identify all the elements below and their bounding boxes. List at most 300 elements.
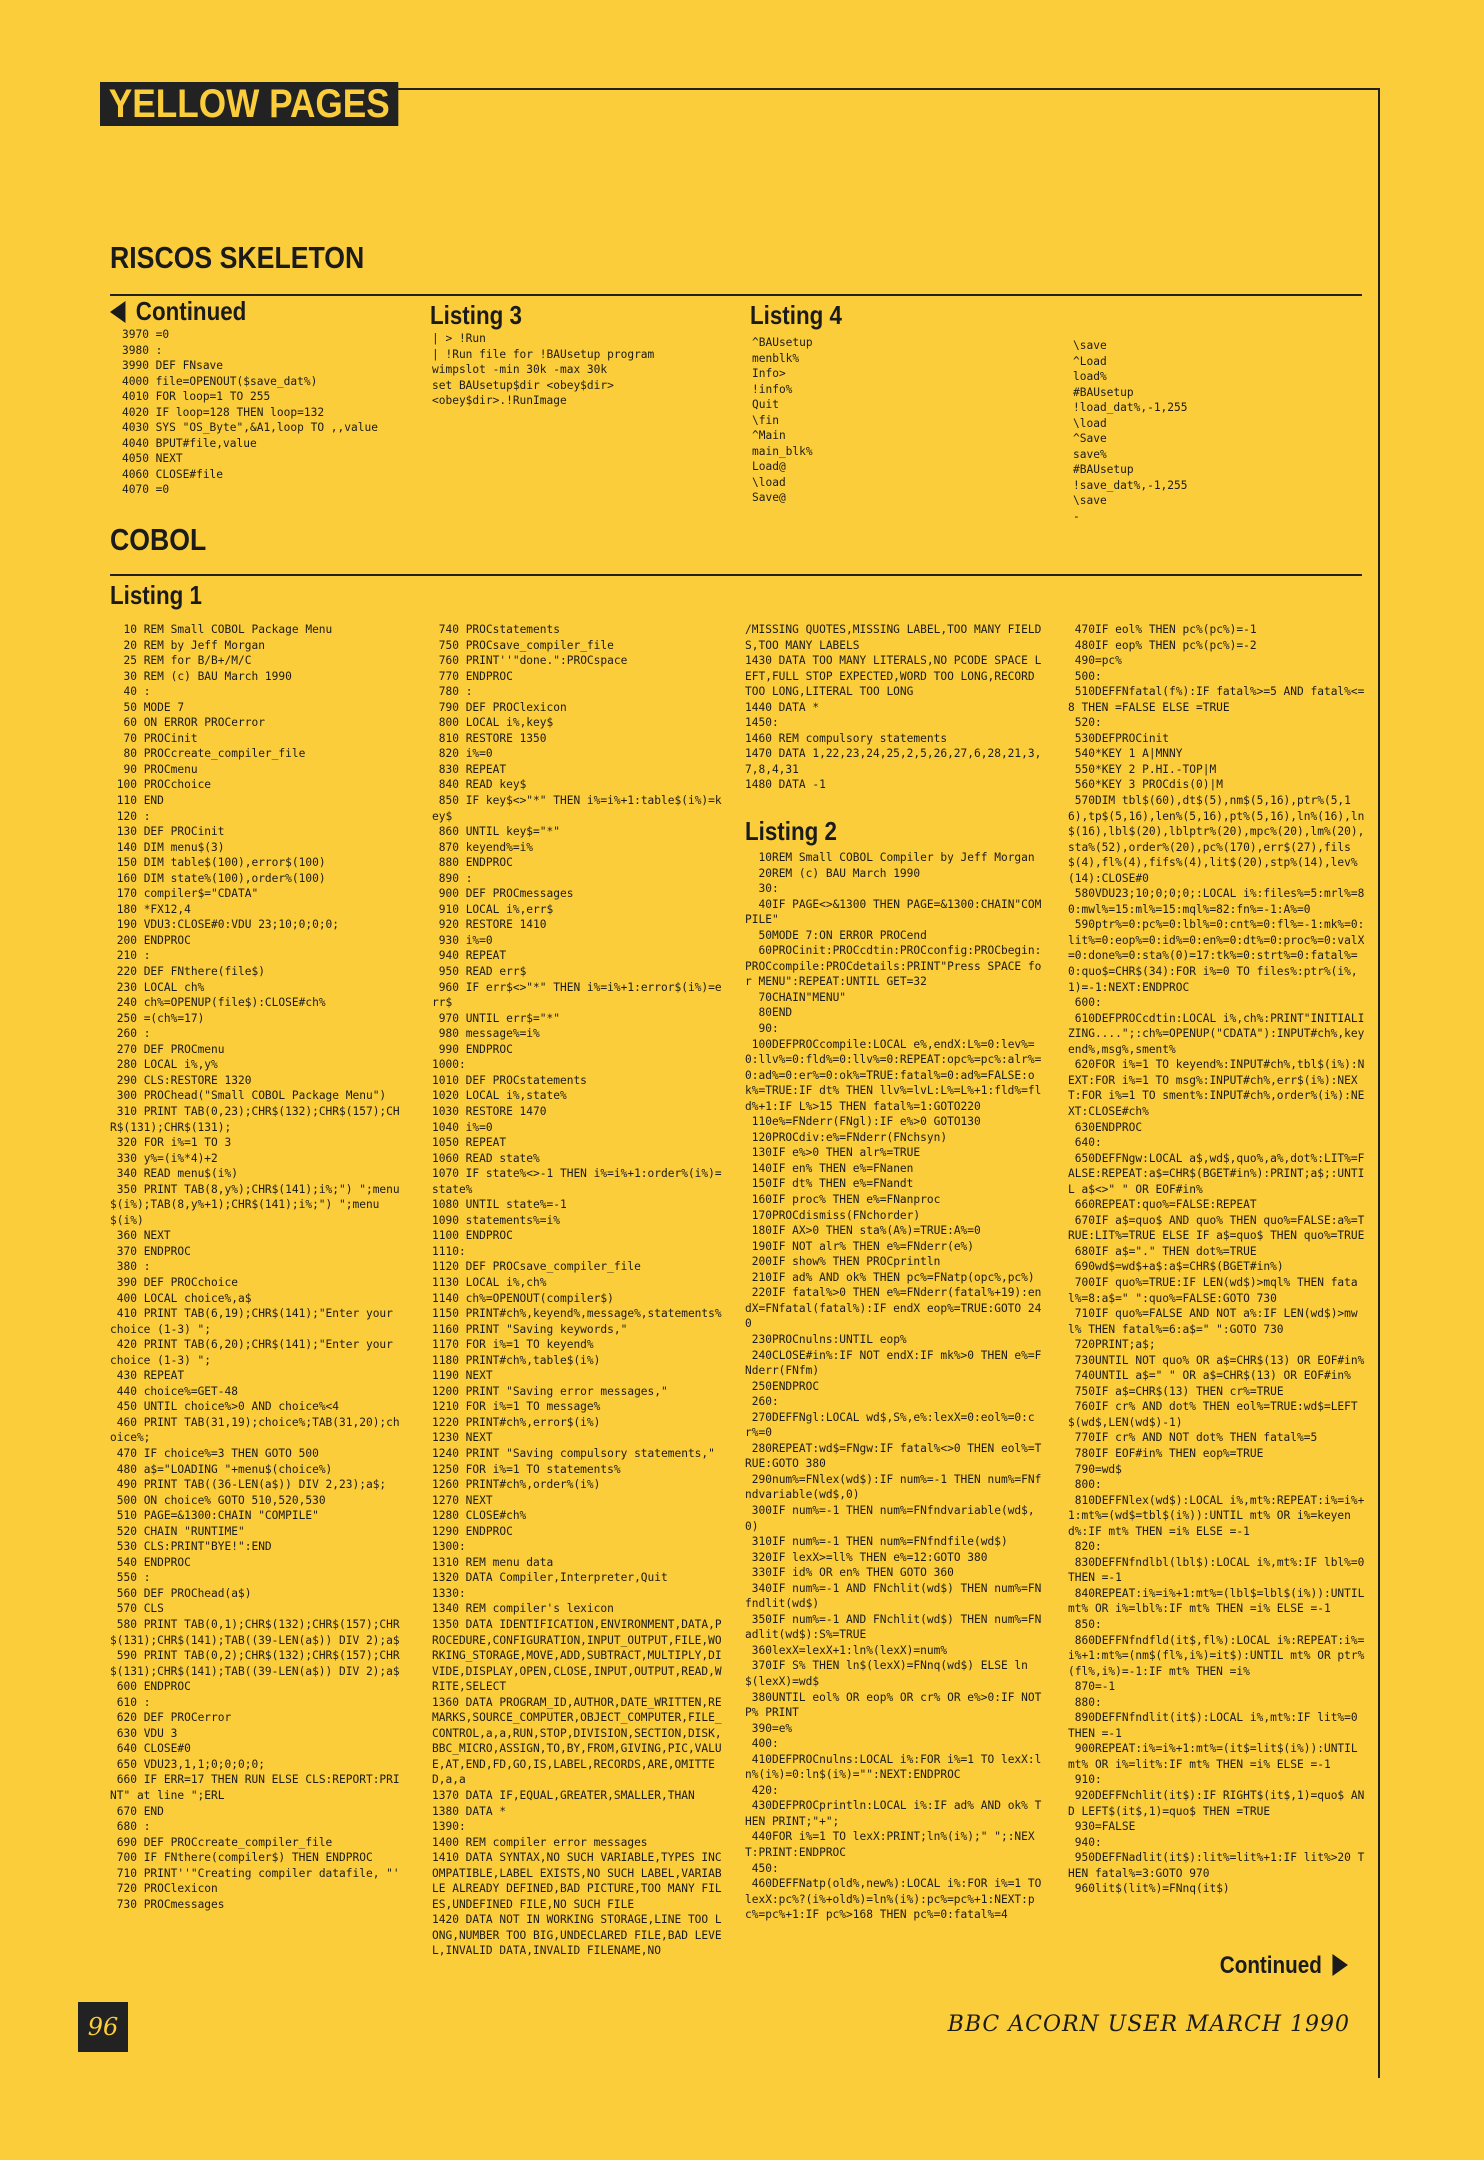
- page-frame-right: [1378, 88, 1380, 2078]
- code-line: 370 ENDPROC: [110, 1244, 191, 1258]
- code-line: 850 IF key$<>"*" THEN i%=i%+1:table$(i%)=key$: [432, 794, 722, 823]
- code-line: 750IF a$=CHR$(13) THEN cr%=TRUE: [1068, 1384, 1284, 1398]
- code-line: ^Save: [1073, 432, 1107, 446]
- code-line: 3980 :: [122, 343, 163, 357]
- code-line: 290num%=FNlex(wd$):IF num%=-1 THEN num%=FNfndvariable(wd$,0): [745, 1472, 1042, 1502]
- code-line: 1200 PRINT "Saving error messages,": [432, 1384, 668, 1398]
- code-line: 70 PROCinit: [110, 731, 198, 745]
- code-line: 1070 IF state%<>-1 THEN i%=i%+1:order%(i%)=state%: [432, 1167, 722, 1196]
- code-line: 950DEFFNadlit(it$):lit%=lit%+1:IF lit%>20 THEN fatal%=3:GOTO 970: [1068, 1851, 1365, 1880]
- code-line: 1330:: [432, 1586, 466, 1600]
- code-line: 620FOR i%=1 TO keyend%:INPUT#ch%,tbl$(i%):NEXT:FOR i%=1 TO msg%:INPUT#ch%,err$(i%):NEXT:FOR i%=1 TO sment%:INPUT#ch%,order%(i%):NEXT:CLOSE#ch%: [1068, 1058, 1365, 1118]
- code-line: 130 DEF PROCinit: [110, 825, 225, 839]
- code-line: 860DEFFNfndfld(it$,fl%):LOCAL i%:REPEAT:i%=i%+1:mt%=(nm$(fl%,i%)=it$):UNTIL mt% OR ptr%(fl%,i%)=-1:IF mt% THEN =i%: [1068, 1633, 1365, 1678]
- cobol-listing1-col1: [110, 622, 400, 1912]
- code-line: 440FOR i%=1 TO lexX:PRINT;ln%(i%);" ";:NEXT:PRINT:ENDPROC: [745, 1830, 1035, 1859]
- code-line: 610 :: [110, 1695, 151, 1709]
- code-line: 4020 IF loop=128 THEN loop=132: [122, 405, 325, 419]
- code-line: 1100 ENDPROC: [432, 1229, 513, 1243]
- code-line: 690 DEF PROCcreate_compiler_file: [110, 1835, 333, 1849]
- cobol-listing1-col2: [432, 622, 722, 1959]
- code-line: 4060 CLOSE#file: [122, 467, 224, 481]
- code-line: 880:: [1068, 1695, 1102, 1709]
- arrow-right-icon: [1333, 1954, 1348, 1976]
- code-line: 150 DIM table$(100),error$(100): [110, 856, 326, 870]
- code-line: 1440 DATA *: [745, 700, 820, 714]
- code-line: 190 VDU3:CLOSE#0:VDU 23;10;0;0;0;: [110, 918, 340, 932]
- code-line: 1390:: [432, 1820, 466, 1834]
- code-line: ^BAUsetup: [752, 336, 813, 349]
- code-line: 80END: [745, 1006, 793, 1020]
- code-line: #BAUsetup: [1073, 385, 1134, 399]
- code-line: 1290 ENDPROC: [432, 1524, 513, 1538]
- code-line: 810DEFFNlex(wd$):LOCAL i%,mt%:REPEAT:i%=i%+1:mt%=(wd$=tbl$(i%)):UNTIL mt% OR i%=keyend%:IF mt% THEN =i% ELSE =-1: [1068, 1493, 1365, 1538]
- code-line: 260 :: [110, 1027, 151, 1041]
- code-line: 370IF S% THEN ln$(lexX)=FNnq(wd$) ELSE ln$(lexX)=wd$: [745, 1659, 1028, 1688]
- code-line: 70CHAIN"MENU": [745, 990, 847, 1004]
- code-line: 210 :: [110, 949, 151, 963]
- code-line: !load_dat%,-1,255: [1073, 401, 1188, 415]
- code-line: 1190 NEXT: [432, 1369, 493, 1383]
- code-line: 580 PRINT TAB(0,1);CHR$(132);CHR$(157);CHR$(131);CHR$(141);TAB((39-LEN(a$)) DIV 2);a$: [110, 1618, 400, 1647]
- code-line: 940 REPEAT: [432, 949, 507, 963]
- code-line: 50MODE 7:ON ERROR PROCend: [745, 928, 927, 942]
- code-line: 800 LOCAL i%,key$: [432, 716, 554, 730]
- section-rule-riscos: [110, 294, 1362, 296]
- code-line: 3970 =0: [122, 328, 170, 341]
- code-line: 590 PRINT TAB(0,2);CHR$(132);CHR$(157);CHR$(131);CHR$(141);TAB((39-LEN(a$)) DIV 2);a$: [110, 1649, 400, 1678]
- code-line: 170 compiler$="CDATA": [110, 887, 259, 901]
- code-line: 710 PRINT''"Creating compiler datafile, "': [110, 1866, 400, 1880]
- code-line: 570 CLS: [110, 1602, 164, 1616]
- code-line: 350IF num%=-1 AND FNchlit(wd$) THEN num%=FNadlit(wd$):S%=TRUE: [745, 1612, 1042, 1642]
- code-line: 1080 UNTIL state%=-1: [432, 1198, 567, 1212]
- code-line: 180IF AX>0 THEN sta%(A%)=TRUE:A%=0: [745, 1224, 981, 1238]
- code-line: 250 =(ch%=17): [110, 1011, 205, 1025]
- code-line: 950 READ err$: [432, 965, 527, 979]
- code-line: !info%: [752, 382, 793, 396]
- cobol-listing2-col4: [1068, 622, 1372, 1897]
- code-line: 400:: [745, 1737, 779, 1751]
- code-line: main_blk%: [752, 444, 813, 458]
- code-line: 510DEFFNfatal(f%):IF fatal%>=5 AND fatal%<=8 THEN =FALSE ELSE =TRUE: [1068, 685, 1365, 714]
- code-line: 4010 FOR loop=1 TO 255: [122, 390, 271, 404]
- code-line: 630ENDPROC: [1068, 1120, 1143, 1134]
- code-line: 220 DEF FNthere(file$): [110, 965, 265, 979]
- code-line: 910:: [1068, 1773, 1102, 1787]
- code-line: 550*KEY 2 P.HI.-TOP|M: [1068, 762, 1217, 776]
- code-line: 270DEFFNgl:LOCAL wd$,S%,e%:lexX=0:eol%=0:cr%=0: [745, 1410, 1035, 1440]
- code-line: 650 VDU23,1,1;0;0;0;0;: [110, 1757, 265, 1771]
- code-line: ^Main: [752, 429, 786, 443]
- code-line: 280REPEAT:wd$=FNgw:IF fatal%<>0 THEN eol%=TRUE:GOTO 380: [745, 1441, 1042, 1471]
- code-line: 550 :: [110, 1571, 151, 1585]
- code-line: 990 ENDPROC: [432, 1042, 513, 1056]
- code-line: 1300:: [432, 1540, 466, 1554]
- code-line: 1010 DEF PROCstatements: [432, 1073, 587, 1087]
- code-line: 320IF lexX>=ll% THEN e%=12:GOTO 380: [745, 1550, 988, 1564]
- listing3-code: [432, 331, 654, 409]
- code-line: 450:: [745, 1861, 779, 1875]
- code-line: 520:: [1068, 716, 1102, 730]
- section-rule-cobol: [110, 574, 1362, 576]
- code-line: <obey$dir>.!RunImage: [432, 394, 567, 408]
- code-line: 1000:: [432, 1058, 466, 1072]
- code-line: 730UNTIL NOT quo% OR a$=CHR$(13) OR EOF#in%: [1068, 1353, 1365, 1367]
- code-line: 60PROCinit:PROCcdtin:PROCconfig:PROCbegin:PROCcompile:PROCdetails:PRINT"Press SPACE for MENU":REPEAT:UNTIL GET=32: [745, 944, 1042, 989]
- code-line: 1180 PRINT#ch%,table$(i%): [432, 1353, 601, 1367]
- code-line: 20REM (c) BAU March 1990: [745, 866, 921, 880]
- code-line: 410DEFPROCnulns:LOCAL i%:FOR i%=1 TO lexX:ln%(i%)=0:ln$(i%)="":NEXT:ENDPROC: [745, 1752, 1042, 1782]
- code-line: 1250 FOR i%=1 TO statements%: [432, 1462, 621, 1476]
- code-line: 920DEFFNchlit(it$):IF RIGHT$(it$,1)=quo$ AND LEFT$(it$,1)=quo$ THEN =TRUE: [1068, 1789, 1365, 1818]
- code-line: 700IF quo%=TRUE:IF LEN(wd$)>mql% THEN fatal%=8:a$=" ":quo%=FALSE:GOTO 730: [1068, 1275, 1358, 1305]
- code-line: 500:: [1068, 669, 1102, 683]
- code-line: !save_dat%,-1,255: [1073, 478, 1188, 492]
- code-line: 1170 FOR i%=1 TO keyend%: [432, 1338, 594, 1352]
- code-line: 640:: [1068, 1136, 1102, 1150]
- code-line: 100 PROCchoice: [110, 778, 212, 792]
- code-line: 710IF quo%=FALSE AND NOT a%:IF LEN(wd$)>mwl% THEN fatal%=6:a$=" ":GOTO 730: [1068, 1307, 1358, 1336]
- code-line: 900REPEAT:i%=i%+1:mt%=(it$=lit$(i%)):UNTIL mt% OR i%=lit%:IF mt% THEN =i% ELSE =-1: [1068, 1742, 1365, 1771]
- code-line: 670IF a$=quo$ AND quo% THEN quo%=FALSE:a%=TRUE:LIT%=TRUE ELSE IF a$=quo$ THEN quo%=TRUE: [1068, 1213, 1365, 1243]
- code-line: 830 REPEAT: [432, 762, 507, 776]
- code-line: 840 READ key$: [432, 778, 527, 792]
- code-line: \save: [1073, 494, 1107, 508]
- code-line: 1420 DATA NOT IN WORKING STORAGE,LINE TOO LONG,NUMBER TOO BIG,UNDECLARED FILE,BAD LEVEL,INVALID DATA,INVALID FILENAME,NO: [432, 1913, 722, 1958]
- code-line: 660REPEAT:quo%=FALSE:REPEAT: [1068, 1198, 1257, 1212]
- code-line: 960lit$(lit%)=FNnq(it$): [1068, 1882, 1230, 1896]
- code-line: 30:: [745, 882, 779, 896]
- code-line: 390 DEF PROCchoice: [110, 1275, 238, 1289]
- code-line: 250ENDPROC: [745, 1379, 820, 1393]
- listing4-code-col1: [752, 335, 813, 506]
- code-line: 610DEFPROCcdtin:LOCAL i%,ch%:PRINT"INITIALIZING....";:ch%=OPENUP("CDATA"):INPUT#ch%,keyend%,msg%,sment%: [1068, 1011, 1365, 1056]
- code-line: 280 LOCAL i%,y%: [110, 1058, 218, 1072]
- continued-bottom-label: Continued: [1220, 1952, 1323, 1979]
- code-line: 120 :: [110, 809, 151, 823]
- code-line: 180 *FX12,4: [110, 902, 191, 916]
- code-line: 800:: [1068, 1478, 1102, 1492]
- code-line: 400 LOCAL choice%,a$: [110, 1291, 252, 1305]
- code-line: 270 DEF PROCmenu: [110, 1042, 225, 1056]
- code-line: #BAUsetup: [1073, 463, 1134, 477]
- code-line: 770IF cr% AND NOT dot% THEN fatal%=5: [1068, 1431, 1318, 1445]
- code-line: \save: [1073, 339, 1107, 352]
- code-line: 4050 NEXT: [122, 452, 183, 466]
- code-line: 840REPEAT:i%=i%+1:mt%=(lbl$=lbl$(i%)):UNTIL mt% OR i%=lbl%:IF mt% THEN =i% ELSE =-1: [1068, 1586, 1372, 1616]
- code-line: 160 DIM state%(100),order%(100): [110, 871, 326, 885]
- code-line: 680 :: [110, 1820, 151, 1834]
- code-line: 1060 READ state%: [432, 1151, 540, 1165]
- code-line: 910 LOCAL i%,err$: [432, 902, 554, 916]
- code-line: 1470 DATA 1,22,23,24,25,2,5,26,27,6,28,21,3,7,8,4,31: [745, 747, 1042, 776]
- code-line: 890 :: [432, 871, 473, 885]
- code-line: 40IF PAGE<>&1300 THEN PAGE=&1300:CHAIN"COMPILE": [745, 897, 1042, 927]
- code-line: 460DEFFNatp(old%,new%):LOCAL i%:FOR i%=1 TO lexX:pc%?(i%+old%)=ln%(i%):pc%=pc%+1:NEXT:pc%=pc%+1:IF pc%>168 THEN pc%=0:fatal%=4: [745, 1877, 1049, 1922]
- code-line: 350 PRINT TAB(8,y%);CHR$(141);i%;") ";menu$(i%);TAB(8,y%+1);CHR$(141);i%;") ";menu$(i%): [110, 1182, 400, 1227]
- code-line: 730 PROCmessages: [110, 1897, 225, 1911]
- code-line: 340IF num%=-1 AND FNchlit(wd$) THEN num%=FNfndlit(wd$): [745, 1581, 1042, 1611]
- code-line: 330IF id% OR en% THEN GOTO 360: [745, 1566, 954, 1580]
- code-line: 420:: [745, 1783, 779, 1797]
- code-line: 4070 =0: [122, 483, 170, 497]
- code-line: 600 ENDPROC: [110, 1680, 191, 1694]
- code-line: 480IF eop% THEN pc%(pc%)=-2: [1068, 638, 1257, 652]
- code-line: 1240 PRINT "Saving compulsory statements,": [432, 1446, 715, 1460]
- code-line: 740 PROCstatements: [432, 623, 560, 636]
- code-line: 810 RESTORE 1350: [432, 731, 547, 745]
- code-line: 1310 REM menu data: [432, 1555, 554, 1569]
- code-line: 380 :: [110, 1260, 151, 1274]
- code-line: 330 y%=(i%*4)+2: [110, 1151, 218, 1165]
- code-line: 790 DEF PROClexicon: [432, 700, 567, 714]
- code-line: 830DEFFNfndlbl(lbl$):LOCAL i%,mt%:IF lbl%=0 THEN =-1: [1068, 1555, 1372, 1585]
- code-line: 300 PROChead("Small COBOL Package Menu"): [110, 1089, 387, 1103]
- code-line: 670 END: [110, 1804, 164, 1818]
- code-line: 310 PRINT TAB(0,23);CHR$(132);CHR$(157);CHR$(131);CHR$(131);: [110, 1104, 400, 1134]
- continued-bottom: [1220, 1952, 1348, 1980]
- code-line: 110 END: [110, 794, 164, 808]
- code-line: 1090 statements%=i%: [432, 1213, 560, 1227]
- code-line: Info>: [752, 367, 786, 381]
- code-line: 780 :: [432, 685, 473, 699]
- code-line: 110e%=FNderr(FNgl):IF e%>0 GOTO130: [745, 1115, 981, 1129]
- code-line: \load: [752, 475, 786, 489]
- code-line: 190IF NOT alr% THEN e%=FNderr(e%): [745, 1239, 975, 1253]
- code-line: 970 UNTIL err$="*": [432, 1011, 560, 1025]
- code-line: 10REM Small COBOL Compiler by Jeff Morgan: [745, 851, 1035, 864]
- code-line: 4040 BPUT#file,value: [122, 436, 257, 450]
- code-line: 720 PROClexicon: [110, 1882, 218, 1896]
- code-line: 450 UNTIL choice%>0 AND choice%<4: [110, 1400, 340, 1414]
- code-line: Save@: [752, 491, 786, 505]
- code-line: 920 RESTORE 1410: [432, 918, 547, 932]
- code-line: 1430 DATA TOO MANY LITERALS,NO PCODE SPACE LEFT,FULL STOP EXPECTED,WORD TOO LONG,RECORD TOO LONG,LITERAL TOO LONG: [745, 654, 1042, 699]
- code-line: 860 UNTIL key$="*": [432, 825, 560, 839]
- code-line: 360lexX=lexX+1:ln%(lexX)=num%: [745, 1643, 948, 1657]
- code-line: 520 CHAIN "RUNTIME": [110, 1524, 245, 1538]
- code-line: 120PROCdiv:e%=FNderr(FNchsyn): [745, 1130, 948, 1144]
- listing2-title: Listing 2: [745, 816, 837, 846]
- listing3-title: Listing 3: [430, 300, 522, 330]
- code-line: 1460 REM compulsory statements: [745, 731, 948, 745]
- listing4-code-col2: [1073, 338, 1188, 525]
- code-line: 570DIM tbl$(60),dt$(5),nm$(5,16),ptr%(5,16),tp$(5,16),len%(5,16),pt%(5,16),ln%(16),ln$(16),lbl$(20),lblptr%(20),mpc%(20),lm%(20),sta%(52),order%(20),pc%(170),err$(27),fils$(4),fl%(4),fifs%(4),lit$(20),stp%(14),lev%(14):CLOSE#0: [1068, 794, 1365, 885]
- code-line: 220IF fatal%>0 THEN e%=FNderr(fatal%+19):endX=FNfatal(fatal%):IF endX eop%=TRUE:GOTO 240: [745, 1286, 1042, 1331]
- code-line: 960 IF err$<>"*" THEN i%=i%+1:error$(i%)=err$: [432, 980, 722, 1010]
- code-line: 380UNTIL eol% OR eop% OR cr% OR e%>0:IF NOT P% PRINT: [745, 1690, 1049, 1720]
- code-line: 880 ENDPROC: [432, 856, 513, 870]
- code-line: 770 ENDPROC: [432, 669, 513, 683]
- code-line: 25 REM for B/B+/M/C: [110, 654, 252, 668]
- code-line: 300IF num%=-1 THEN num%=FNfndvariable(wd$,0): [745, 1503, 1035, 1533]
- code-line: set BAUsetup$dir <obey$dir>: [432, 378, 614, 392]
- code-line: 10 REM Small COBOL Package Menu: [110, 623, 333, 636]
- code-line: 1380 DATA *: [432, 1804, 507, 1818]
- listing4-title: Listing 4: [750, 300, 842, 330]
- code-line: 200IF show% THEN PROCprintln: [745, 1255, 941, 1269]
- code-line: 560 DEF PROChead(a$): [110, 1586, 252, 1600]
- code-line: 820 i%=0: [432, 747, 493, 761]
- code-line: 1160 PRINT "Saving keywords,": [432, 1322, 628, 1336]
- code-line: 90 PROCmenu: [110, 762, 198, 776]
- code-line: 940:: [1068, 1835, 1102, 1849]
- code-line: 630 VDU 3: [110, 1726, 178, 1740]
- code-line: 820:: [1068, 1540, 1102, 1554]
- code-line: 640 CLOSE#0: [110, 1742, 191, 1756]
- code-line: 60 ON ERROR PROCerror: [110, 716, 265, 730]
- code-line: 50 MODE 7: [110, 700, 185, 714]
- code-line: 310IF num%=-1 THEN num%=FNfndfile(wd$): [745, 1535, 1008, 1549]
- code-line: 1050 REPEAT: [432, 1136, 507, 1150]
- code-line: 1370 DATA IF,EQUAL,GREATER,SMALLER,THAN: [432, 1789, 695, 1803]
- code-line: 1260 PRINT#ch%,order%(i%): [432, 1478, 601, 1492]
- code-line: 1020 LOCAL i%,state%: [432, 1089, 567, 1103]
- code-line: 790=wd$: [1068, 1462, 1122, 1476]
- code-line: 1360 DATA PROGRAM_ID,AUTHOR,DATE_WRITTEN,REMARKS,SOURCE_COMPUTER,OBJECT_COMPUTER,FILE_CONTROL,a,a,RUN,STOP,DIVISION,SECTION,DISK,BBC_MICRO,ASSIGN,TO,BY,FROM,GIVING,PIC,VALUE,AT,END,FD,GO,IS,LABEL,RECORDS,ARE,OMITTED,a,a: [432, 1695, 722, 1787]
- code-line: 740UNTIL a$=" " OR a$=CHR$(13) OR EOF#in%: [1068, 1369, 1351, 1383]
- code-line: 490 PRINT TAB((36-LEN(a$)) DIV 2,23);a$;: [110, 1478, 387, 1492]
- page-number: 96: [78, 2002, 128, 2052]
- code-line: 3990 DEF FNsave: [122, 359, 224, 373]
- code-line: 680IF a$="." THEN dot%=TRUE: [1068, 1244, 1257, 1258]
- masthead: YELLOW PAGES: [100, 82, 399, 126]
- code-line: 440 choice%=GET-48: [110, 1384, 238, 1398]
- code-line: 1230 NEXT: [432, 1431, 493, 1445]
- cobol-listing2-col3: [745, 850, 1049, 1923]
- code-line: 1320 DATA Compiler,Interpreter,Quit: [432, 1571, 668, 1585]
- code-line: 620 DEF PROCerror: [110, 1711, 232, 1725]
- code-line: 150IF dt% THEN e%=FNandt: [745, 1177, 914, 1191]
- code-line: 540*KEY 1 A|MNNY: [1068, 747, 1183, 761]
- code-line: 1140 ch%=OPENOUT(compiler$): [432, 1291, 614, 1305]
- code-line: menblk%: [752, 351, 800, 365]
- code-line: Quit: [752, 398, 779, 412]
- code-line: 430DEFPROCprintln:LOCAL i%:IF ad% AND ok% THEN PRINT;"+";: [745, 1799, 1042, 1828]
- magazine-footer: BBC ACORN USER MARCH 1990: [947, 2012, 1350, 2037]
- code-line: 1410 DATA SYNTAX,NO SUCH VARIABLE,TYPES INCOMPATIBLE,LABEL EXISTS,NO SUCH LABEL,VARIABLE ALREADY DEFINED,BAD PICTURE,TOO MANY FILES,UNDEFINED FILE,NO SUCH FILE: [432, 1851, 722, 1911]
- code-line: 4030 SYS "OS_Byte",&A1,loop TO ,,value: [122, 421, 378, 435]
- code-line: 90:: [745, 1022, 779, 1036]
- code-line: 760 PRINT''"done.":PROCspace: [432, 654, 628, 668]
- code-line: save%: [1073, 447, 1107, 461]
- code-line: ^Load: [1073, 354, 1107, 368]
- code-line: 1270 NEXT: [432, 1493, 493, 1507]
- code-line: 80 PROCcreate_compiler_file: [110, 747, 306, 761]
- code-line: 30 REM (c) BAU March 1990: [110, 669, 292, 683]
- code-line: 340 READ menu$(i%): [110, 1167, 238, 1181]
- code-line: 660 IF ERR=17 THEN RUN ELSE CLS:REPORT:PRINT" at line ";ERL: [110, 1773, 400, 1803]
- code-line: 390=e%: [745, 1721, 793, 1735]
- code-line: 530 CLS:PRINT"BYE!":END: [110, 1540, 272, 1554]
- code-line: wimpslot -min 30k -max 30k: [432, 363, 608, 377]
- code-line: 1030 RESTORE 1470: [432, 1104, 547, 1118]
- continued-label: Continued: [135, 296, 247, 326]
- code-line: 490=pc%: [1068, 654, 1122, 668]
- code-line: 500 ON choice% GOTO 510,520,530: [110, 1493, 326, 1507]
- code-line: 1150 PRINT#ch%,keyend%,message%,statements%: [432, 1307, 722, 1321]
- code-line: 140IF en% THEN e%=FNanen: [745, 1161, 914, 1175]
- code-line: 1130 LOCAL i%,ch%: [432, 1275, 547, 1289]
- code-line: 1450:: [745, 716, 779, 730]
- code-line: 230 LOCAL ch%: [110, 980, 205, 994]
- code-line: 230PROCnulns:UNTIL eop%: [745, 1332, 907, 1346]
- code-line: 540 ENDPROC: [110, 1555, 191, 1569]
- code-line: 470IF eol% THEN pc%(pc%)=-1: [1068, 623, 1257, 636]
- code-line: 20 REM by Jeff Morgan: [110, 638, 265, 652]
- continued-heading: [110, 296, 246, 327]
- code-line: 200 ENDPROC: [110, 933, 191, 947]
- code-line: 1220 PRINT#ch%,error$(i%): [432, 1415, 601, 1429]
- code-line: 1480 DATA -1: [745, 778, 826, 792]
- code-line: 900 DEF PROCmessages: [432, 887, 574, 901]
- code-line: 410 PRINT TAB(6,19);CHR$(141);"Enter your choice (1-3) ";: [110, 1307, 400, 1336]
- code-line: 140 DIM menu$(3): [110, 840, 225, 854]
- section-title-riscos: RISCOS SKELETON: [110, 240, 365, 275]
- code-line: 600:: [1068, 996, 1102, 1010]
- code-line: 430 REPEAT: [110, 1369, 185, 1383]
- code-line: 720PRINT;a$;: [1068, 1338, 1156, 1352]
- code-line: | !Run file for !BAUsetup program: [432, 347, 655, 361]
- code-line: 1110:: [432, 1244, 466, 1258]
- code-line: /MISSING QUOTES,MISSING LABEL,TOO MANY FIELDS,TOO MANY LABELS: [745, 623, 1042, 652]
- cobol-listing1-col3: [745, 622, 1045, 793]
- code-line: 580VDU23;10;0;0;0;:LOCAL i%:files%=5:mrl%=80:mwl%=15:ml%=15:mql%=82:fn%=-1:A%=0: [1068, 887, 1365, 916]
- code-line: 1120 DEF PROCsave_compiler_file: [432, 1260, 641, 1274]
- code-line: \fin: [752, 413, 779, 427]
- code-line: 650DEFFNgw:LOCAL a$,wd$,quo%,a%,dot%:LIT%=FALSE:REPEAT:a$=CHR$(BGET#in%):PRINT;a$;:UNTIL a$<>" " OR EOF#in%: [1068, 1151, 1365, 1196]
- code-line: 780IF EOF#in% THEN eop%=TRUE: [1068, 1446, 1264, 1460]
- code-line: 360 NEXT: [110, 1229, 171, 1243]
- code-line: 290 CLS:RESTORE 1320: [110, 1073, 252, 1087]
- code-line: 690wd$=wd$+a$:a$=CHR$(BGET#in%): [1068, 1260, 1284, 1274]
- code-line: 1280 CLOSE#ch%: [432, 1509, 527, 1523]
- listing1-title: Listing 1: [110, 580, 202, 610]
- code-line: 930=FALSE: [1068, 1820, 1136, 1834]
- code-line: 1340 REM compiler's lexicon: [432, 1602, 614, 1616]
- code-line: 930 i%=0: [432, 933, 493, 947]
- code-line: 1040 i%=0: [432, 1120, 493, 1134]
- code-line: 100DEFPROCcompile:LOCAL e%,endX:L%=0:lev%=0:llv%=0:fld%=0:llv%=0:REPEAT:opc%=pc%:alr%=0:ad%=0:er%=0:ok%=TRUE:fatal%=0:ad%=FALSE:ok%=TRUE:IF dt% THEN llv%=lvL:L%=L%+1:fld%=fld%+1:IF L%>15 THEN fatal%=1:GOTO220: [745, 1037, 1042, 1113]
- code-line: 870 keyend%=i%: [432, 840, 534, 854]
- code-line: 530DEFPROCinit: [1068, 731, 1170, 745]
- code-line: Load@: [752, 460, 786, 474]
- code-line: 1210 FOR i%=1 TO message%: [432, 1400, 601, 1414]
- section-title-cobol: COBOL: [110, 522, 207, 557]
- code-line: -: [1073, 510, 1080, 524]
- code-line: 470 IF choice%=3 THEN GOTO 500: [110, 1446, 319, 1460]
- code-line: 700 IF FNthere(compiler$) THEN ENDPROC: [110, 1851, 373, 1865]
- code-line: 560*KEY 3 PROCdis(0)|M: [1068, 778, 1223, 792]
- code-line: 240CLOSE#in%:IF NOT endX:IF mk%>0 THEN e%=FNderr(FNfm): [745, 1348, 1042, 1378]
- code-line: 760IF cr% AND dot% THEN eol%=TRUE:wd$=LEFT$(wd$,LEN(wd$)-1): [1068, 1400, 1358, 1429]
- code-line: 870=-1: [1068, 1680, 1116, 1694]
- code-line: 890DEFFNfndlit(it$):LOCAL i%,mt%:IF lit%=0 THEN =-1: [1068, 1711, 1365, 1740]
- code-line: 1350 DATA IDENTIFICATION,ENVIRONMENT,DATA,PROCEDURE,CONFIGURATION,INPUT_OUTPUT,FILE,WORKING_STORAGE,MOVE,ADD,SUBTRACT,MULTIPLY,DIVIDE,DISPLAY,OPEN,CLOSE,INPUT,OUTPUT,READ,WRITE,SELECT: [432, 1618, 722, 1694]
- code-line: 40 :: [110, 685, 151, 699]
- code-line: 510 PAGE=&1300:CHAIN "COMPILE": [110, 1509, 319, 1523]
- code-line: load%: [1073, 370, 1107, 384]
- code-line: 130IF e%>0 THEN alr%=TRUE: [745, 1146, 921, 1160]
- code-line: 850:: [1068, 1618, 1102, 1631]
- code-line: \load: [1073, 416, 1107, 430]
- code-line: 260:: [745, 1395, 779, 1409]
- code-line: 980 message%=i%: [432, 1027, 540, 1041]
- code-line: 590ptr%=0:pc%=0:lbl%=0:cnt%=0:fl%=-1:mk%=0:lit%=0:eop%=0:id%=0:en%=0:dt%=0:proc%=0:valX=0:done%=0:sta%(0)=17:tk%=0:strt%=0:fatal%=0:quo$=CHR$(34):FOR i%=0 TO files%:ptr%(i%,1)=-1:NEXT:ENDPROC: [1068, 918, 1365, 994]
- code-line: 1400 REM compiler error messages: [432, 1835, 648, 1849]
- code-line: 170PROCdismiss(FNchorder): [745, 1208, 921, 1222]
